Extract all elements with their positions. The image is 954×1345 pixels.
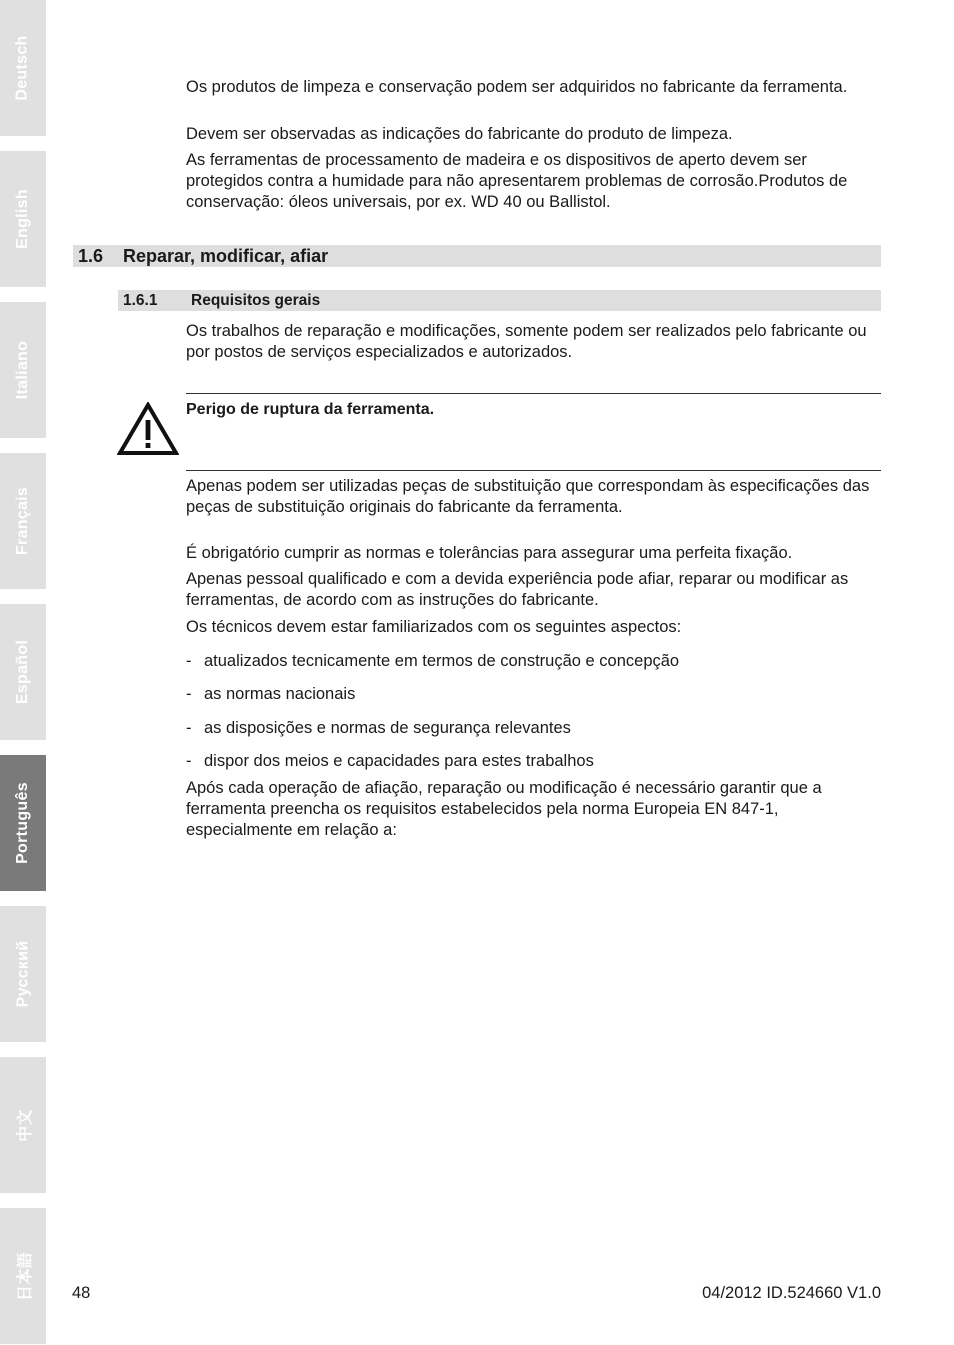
subsection-title: Requisitos gerais <box>191 292 321 309</box>
body-paragraph-6: Após cada operação de afiação, reparação ou modificação é necessário garantir que a ferramenta preencha os requisitos estabelecidos pela norma Europeia EN 847-1, especialmente em relação a: <box>186 779 822 839</box>
intro-paragraph-2: Devem ser observadas as indicações do fabricante do produto de limpeza. <box>186 125 733 143</box>
list-item: dispor dos meios e capacidades para estes trabalhos <box>204 752 594 770</box>
language-tabs <box>0 0 46 1345</box>
body-paragraph-2: Apenas podem ser utilizadas peças de substituição que correspondam às especificações das peças de substituição originais do fabricante da ferramenta. <box>186 477 870 516</box>
warning-triangle-icon <box>117 402 179 456</box>
intro-paragraph-1: Os produtos de limpeza e conservação podem ser adquiridos no fabricante da ferramenta. <box>186 78 848 96</box>
bullet-marker: - <box>186 719 192 737</box>
subsection-heading <box>118 290 881 311</box>
list-item: as normas nacionais <box>204 685 356 703</box>
tab-chinese[interactable]: 中文 <box>0 1057 46 1193</box>
list-item: atualizados tecnicamente em termos de construção e concepção <box>204 652 680 670</box>
tab-japanese[interactable]: 日本語 <box>0 1208 46 1344</box>
tab-francais[interactable]: Français <box>0 453 46 589</box>
list-item: as disposições e normas de segurança relevantes <box>204 719 571 737</box>
bullet-marker: - <box>186 685 192 703</box>
section-number: 1.6 <box>78 246 104 266</box>
warning-bottom-rule <box>186 470 881 471</box>
subsection-number: 1.6.1 <box>123 292 158 309</box>
tab-deutsch[interactable]: Deutsch <box>0 0 46 136</box>
tab-portugues[interactable]: Português <box>0 755 46 891</box>
section-title: Reparar, modificar, afiar <box>123 246 329 266</box>
warning-text: Perigo de ruptura da ferramenta. <box>186 401 435 418</box>
tab-english[interactable]: English <box>0 151 46 287</box>
tab-espanol[interactable]: Español <box>0 604 46 740</box>
warning-top-rule <box>186 393 881 394</box>
bullet-marker: - <box>186 652 192 670</box>
intro-paragraph-3: As ferramentas de processamento de madeira e os dispositivos de aperto devem ser protegidos contra a humidade para não apresentarem problemas de corrosão.Produtos de conservação: óleos universais, por ex. WD 40 ou Ballistol. <box>186 151 848 211</box>
body-paragraph-3: É obrigatório cumprir as normas e tolerâncias para assegurar uma perfeita fixação. <box>186 544 793 562</box>
body-paragraph-1: Os trabalhos de reparação e modificações, somente podem ser realizados pelo fabricante ou por postos de serviços especializados e autorizados. <box>186 322 867 361</box>
body-paragraph-5: Os técnicos devem estar familiarizados com os seguintes aspectos: <box>186 618 682 636</box>
bullet-marker: - <box>186 752 192 770</box>
document-id: 04/2012 ID.524660 V1.0 <box>702 1284 881 1302</box>
body-paragraph-4: Apenas pessoal qualificado e com a devida experiência pode afiar, reparar ou modificar as ferramentas, de acordo com as instruções do fabricante. <box>186 570 849 609</box>
section-heading <box>73 245 881 267</box>
page-number: 48 <box>72 1284 91 1302</box>
tab-italiano[interactable]: Italiano <box>0 302 46 438</box>
tab-russian[interactable]: Русский <box>0 906 46 1042</box>
